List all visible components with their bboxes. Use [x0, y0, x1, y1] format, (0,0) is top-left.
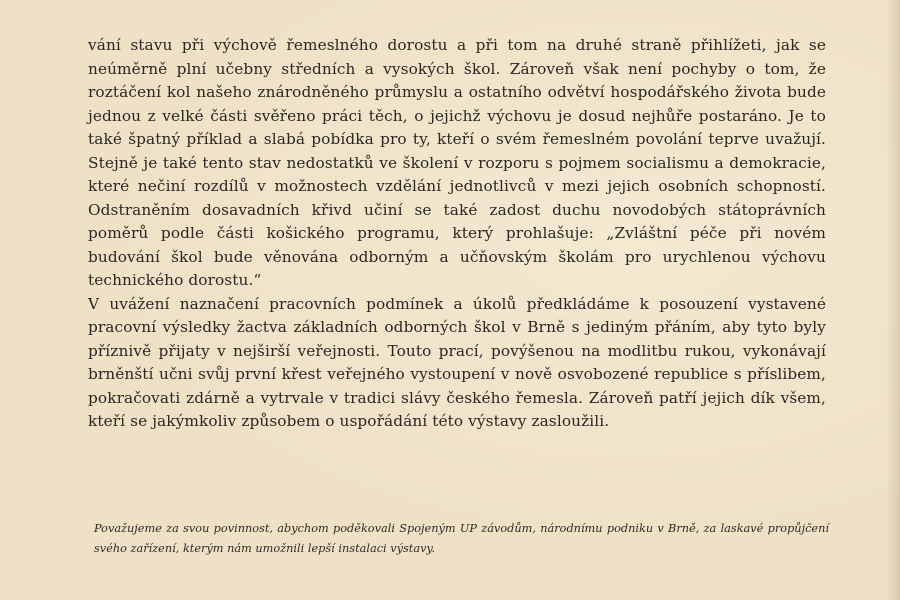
paragraph-2: V uvážení naznačení pracovních podmínek a úkolů předkládáme k posouzení vystavené pracovní výsledky žactva základních odborných škol v Brně s jediným přáním, aby tyto byly příznivě přijaty v nejširší veřejnosti. Touto prací, povýšenou na modlitbu rukou, vykonávají brněnští učni svůj první křest veřejného vystoupení v nově osvobozené republice s příslibem, pokračovati zdárně a vytrvale v tradici slávy českého řemesla. Zároveň patří jejich dík všem, kteří se jakýmkoliv způsobem o uspořádání této výstavy zasloužili. — [88, 294, 826, 430]
body-text — [88, 34, 826, 434]
acknowledgement-note: Považujeme za svou povinnost, abychom poděkovali Spojeným UP závodům, národnímu podniku v Brně, za laskavé propůjčení svého zařízení, kterým nám umožnili lepší instalaci výstavy. — [94, 522, 829, 556]
paragraph-1: vání stavu při výchově řemeslného dorostu a při tom na druhé straně přihlížeti, jak se neúměrně plní učebny středních a vysokých škol. Zároveň však není pochyby o tom, že roztáčení kol našeho znárodněného průmyslu a ostatního odvětví hospodářského života bude jednou z velké části svěřeno práci těch, o jejichž výchovu je dosud nejhůře postaráno. Je to také špatný příklad a slabá pobídka pro ty, kteří o svém řemeslném povolání teprve uvažují. Stejně je také tento stav nedostatků ve školení v rozporu s pojmem socialismu a demokracie, které nečiní rozdílů v možnostech vzdělání jednotlivců v mezi jejich osobních schopností. Odstraněním dosavadních křivd učiní se také zadost duchu novodobých státoprávních poměrů podle části košického programu, který prohlašuje: „Zvláštní péče při novém budování škol bude věnována odborným a učňovským školám pro urychlenou výchovu technického dorostu.“ — [88, 36, 826, 289]
page-edge-shadow — [886, 0, 900, 600]
